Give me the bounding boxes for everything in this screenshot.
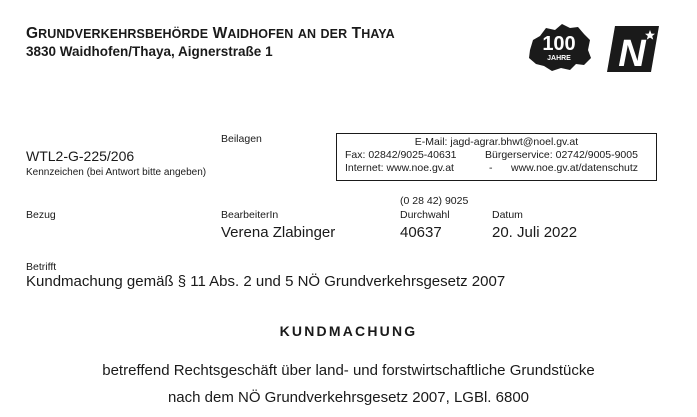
contact-fax: Fax: 02842/9025-40631 (345, 149, 457, 161)
contact-internet[interactable]: Internet: www.noe.gv.at (345, 162, 454, 174)
authority-word-rest: DER (320, 27, 348, 41)
reference-hint: Kennzeichen (bei Antwort bitte angeben) (26, 167, 207, 178)
bezug-label: Bezug (26, 209, 56, 221)
phone-prefix: (0 28 42) 9025 (400, 195, 469, 207)
contact-datenschutz[interactable]: www.noe.gv.at/datenschutz (511, 162, 639, 174)
jubilee-number: 100 (542, 33, 576, 55)
reference-number: WTL2-G-225/206 (26, 148, 135, 164)
authority-word-rest: RUNDVERKEHRSBEHÖRDE (38, 27, 209, 41)
datum-label: Datum (492, 209, 523, 221)
authority-word-rest: AN (297, 27, 317, 41)
authority-word-initial: T (351, 25, 362, 42)
body-line-2: nach dem NÖ Grundverkehrsgesetz 2007, LGBl. 6800 (167, 389, 530, 406)
bearbeiter-label: BearbeiterIn (221, 209, 279, 221)
beilagen-label: Beilagen (221, 133, 262, 145)
jubilee-caption: JAHRE (547, 55, 571, 62)
durchwahl-value: 40637 (400, 224, 442, 241)
state-logo (605, 24, 661, 74)
authority-word-rest: HAYA (361, 27, 395, 41)
durchwahl-label: Durchwahl (400, 209, 450, 221)
subject-label: Betrifft (26, 261, 57, 273)
authority-address: 3830 Waidhofen/Thaya, Aignerstraße 1 (26, 44, 273, 59)
contact-email[interactable]: E-Mail: jagd-agrar.bhwt@noel.gv.at (414, 136, 579, 148)
state-logo-letter: N (618, 33, 646, 74)
contact-separator: - (489, 162, 493, 174)
jubilee-logo (524, 20, 594, 74)
subject-value: Kundmachung gemäß § 11 Abs. 2 und 5 NÖ Grundverkehrsgesetz 2007 (26, 273, 506, 290)
authority-word-initial: W (212, 25, 228, 42)
datum-value: 20. Juli 2022 (492, 224, 578, 241)
bearbeiter-value: Verena Zlabinger (221, 224, 336, 241)
authority-word-initial: G (26, 25, 39, 42)
authority-name (26, 25, 395, 43)
contact-buergerservice: Bürgerservice: 02742/9005-9005 (485, 149, 638, 161)
document-heading: KUNDMACHUNG (279, 323, 418, 339)
contact-box (336, 133, 657, 181)
body-line-1: betreffend Rechtsgeschäft über land- und forstwirtschaftliche Grundstücke (102, 362, 595, 379)
authority-word-rest: AIDHOFEN (227, 27, 294, 41)
